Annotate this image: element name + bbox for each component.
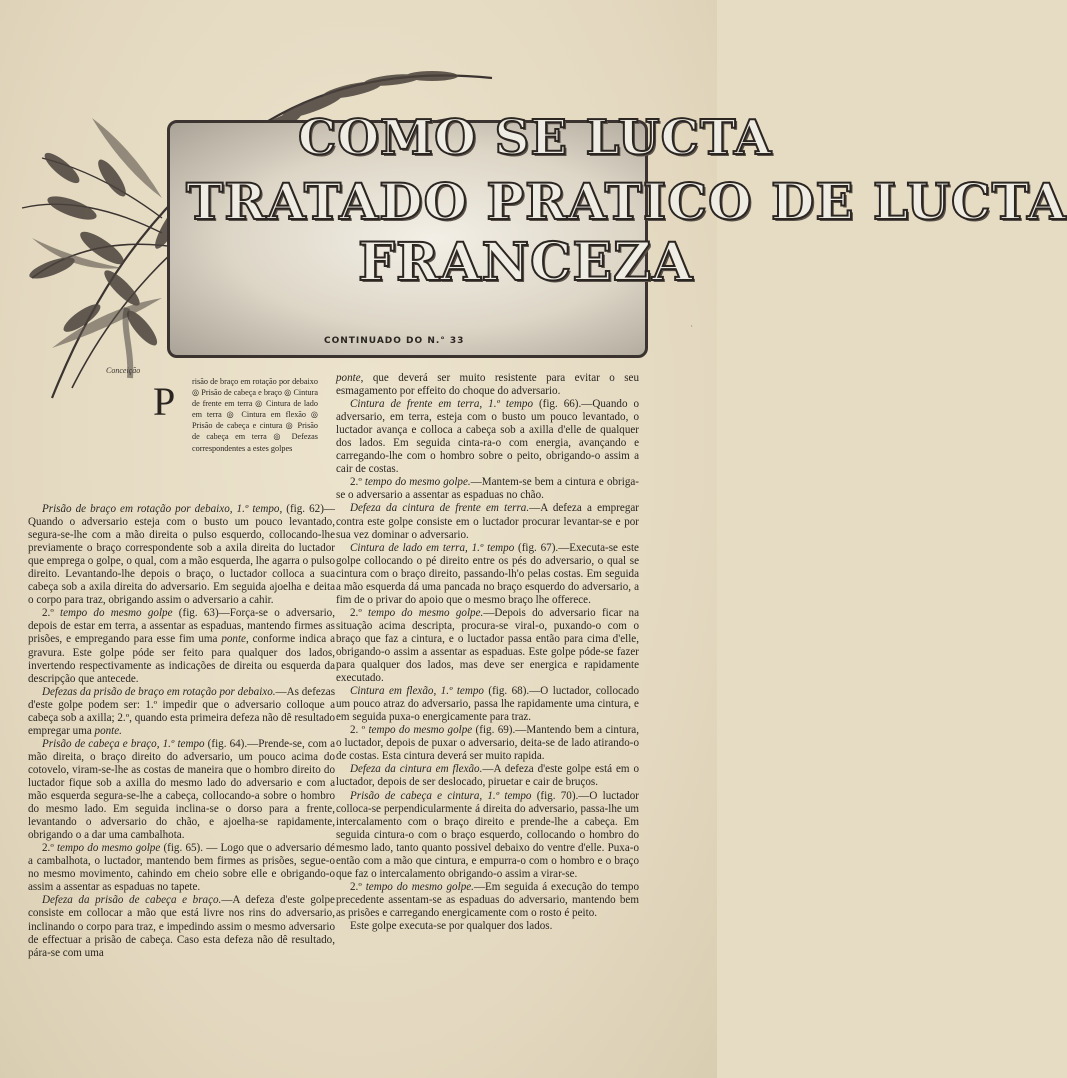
paragraph: Este golpe executa-se por qualquer dos lados. <box>350 919 553 932</box>
summary-block <box>192 376 318 454</box>
paragraph: 2.º tempo do mesmo golpe.—Em seguida á execução do tempo precedente assentam-se as espaduas do adversario, mantendo bem as prisões e carregando energicamente com o rosto é peito. <box>336 880 639 919</box>
paragraph: ponte, que deverá ser muito resistente para evitar o seu esmagamento por effeito do choque do adversario. <box>336 372 639 398</box>
title-line-2: TRATADO PRATICO DE LUCTA <box>186 172 1067 231</box>
left-column <box>28 503 335 960</box>
paragraph: 2. º tempo do mesmo golpe (fig. 69).—Mantendo bem a cintura, o luctador, depois de puxar o adversario, deita-se de lado atirando-o de costas. Esta cintura deverá ser muito rapida. <box>336 724 639 763</box>
right-column <box>336 372 639 933</box>
paragraph: Defezas da prisão de braço em rotação por debaixo.—As defezas d'este golpe podem ser: 1.º impedir que o adversario colloque a cabeça sob a axilla; 2.º, quando esta primeira defeza não dê resultado empregar uma ponte. <box>28 685 336 737</box>
paragraph: Defeza da cintura de frente em terra.—A defeza a empregar contra este golpe consiste em o luctador procurar levantar-se e por sua vez dominar o adversario. <box>336 502 640 541</box>
paragraph: Prisão de cabeça e braço, 1.º tempo (fig. 64).—Prende-se, com a mão direita, o braço direito do adversario, um pouco acima do cotovelo, viram-se-lhe as costas de maneira que o hombro direito do luctador fique sob a axilla do mesmo lado do adversario e com a mão esquerda segura-se-lhe a cabeça, collocando-a sobre o hombro do mesmo lado. Em seguida inclina-se o dorso para a frente, levantando o adversario do chão, e ajoelha-se rapidamente, obrigando o a dar uma cambalhota. <box>28 737 335 842</box>
margin-mark: · <box>690 322 693 331</box>
paragraph: Prisão de braço em rotação por debaixo, 1.º tempo, (fig. 62)—Quando o adversario esteja com o busto um pouco levantado, segura-se-lhe com a mão direita o pulso esquerdo, collocando-lhe previamente o braço correspondente sob a axila direita do luctador que emprega o golpe, o qual, com a mão esquerda, lhe agarra o pulso direito. Levantando-lhe depois o braço, o luctador colloca a sua cabeça sob a axila direita do adversario. Em seguida ajoelha e deita o corpo para traz, obrigando assim o adversario a cahir. <box>28 503 335 607</box>
artist-signature: Conceição <box>106 366 141 375</box>
paragraph: Cintura de lado em terra, 1.º tempo (fig. 67).—Executa-se este golpe collocando o pé direito entre os pés do adversario, o qual se cintura com o braço direito, passando-lh'o pelas costas. Em seguida a mão esquerda dá uma pancada no braço esquerdo do adversario, a fim de o privar do apoio que o mesmo braço lhe offerece. <box>336 541 639 606</box>
paragraph: Defeza da prisão de cabeça e braço.—A defeza d'este golpe consiste em collocar a mão que está livre nos rins do adversario, inclinando o corpo para traz, e impedindo assim o mesmo adversario de effectuar a prisão de cabeça. Caso esta defeza não dê resultado, pára-se com uma <box>28 894 335 959</box>
title-line-3: FRANCEZA <box>358 232 694 293</box>
paragraph: Cintura em flexão, 1.º tempo (fig. 68).—O luctador, collocado um pouco atraz do adversario, passa lhe rapidamente uma cintura, e em seguida puxa-o energicamente para traz. <box>336 685 639 724</box>
paragraph: Prisão de cabeça e cintura, 1.º tempo (fig. 70).—O luctador colloca-se perpendicularmente á direita do adversario, passa-lhe um intercalamento com o braço direito e prende-lhe a cabeça. Em seguida cintura-o com o braço esquerdo, collocando o hombro do mesmo lado, tanto quanto possivel debaixo do ventre d'elle. Puxa-o então com a mão que cintura, e empurra-o com o hombro e o braço que faz o intercalamento obrigando-o assim a virar-se. <box>336 789 639 880</box>
paragraph: Cintura de frente em terra, 1.º tempo (fig. 66).—Quando o adversario, em terra, esteja com o busto um pouco levantado, o luctador avança e colloca a cabeça sob a axilla d'elle de qualquer dos lados. Em seguida cinta-ra-o com energia, avançando e carregando-lhe com o hombro sobre o peito, obrigando-o assim a cair de costas. <box>336 398 639 476</box>
continued-notice: CONTINUADO DO N.° 33 <box>324 336 465 346</box>
summary-text: risão de braço em rotação por debaixo ◎ Prisão de cabeça e braço ◎ Cintura de frente em terra ◎ Cintura de lado em terra ◎ Cintura em flexão ◎ Prisão de cabeça e cintura ◎ Prisão de cabeça em terra ◎ Defezas correspondentes a estes golpes <box>192 377 318 453</box>
paragraph: Defeza da cintura em flexão.—A defeza d'este golpe está em o luctador, depois de ser deslocado, piruetar e cair de bruços. <box>336 763 640 789</box>
paragraph: 2.º tempo do mesmo golpe (fig. 65). — Logo que o adversario dé a cambalhota, o luctador, mantendo bem firmes as prisões, segue-o no mesmo movimento, cahindo em cheio sobre elle e obrigando-o assim a assentar as espaduas no tapete. <box>28 842 335 894</box>
drop-cap: P <box>153 379 176 424</box>
title-line-1: COMO SE LUCTA <box>298 110 773 166</box>
paragraph: 2.º tempo do mesmo golpe.—Depois do adversario ficar na situação acima descripta, procura-se viral-o, puxando-o com o braço que faz a cintura, e o luctador passa então para cima d'elle, obrigando-o assim a assentar as espaduas. Este golpe póde-se fazer para qualquer dos lados, mas deve ser energica e rapidamente executado. <box>336 606 640 685</box>
paragraph: 2.º tempo do mesmo golpe (fig. 63)—Força-se o adversario, depois de estar em terra, a assentar as espaduas, mantendo firmes as prisões, e empregando para esse fim uma ponte, conforme indica a gravura. Este golpe póde ser feito para qualquer dos lados, invertendo respectivamente as indicações de direita ou esquerda da descripção que antecede. <box>28 607 336 685</box>
paragraph: 2.º tempo do mesmo golpe.—Mantem-se bem a cintura e obriga-se o adversario a assentar as espaduas no chão. <box>336 476 639 502</box>
